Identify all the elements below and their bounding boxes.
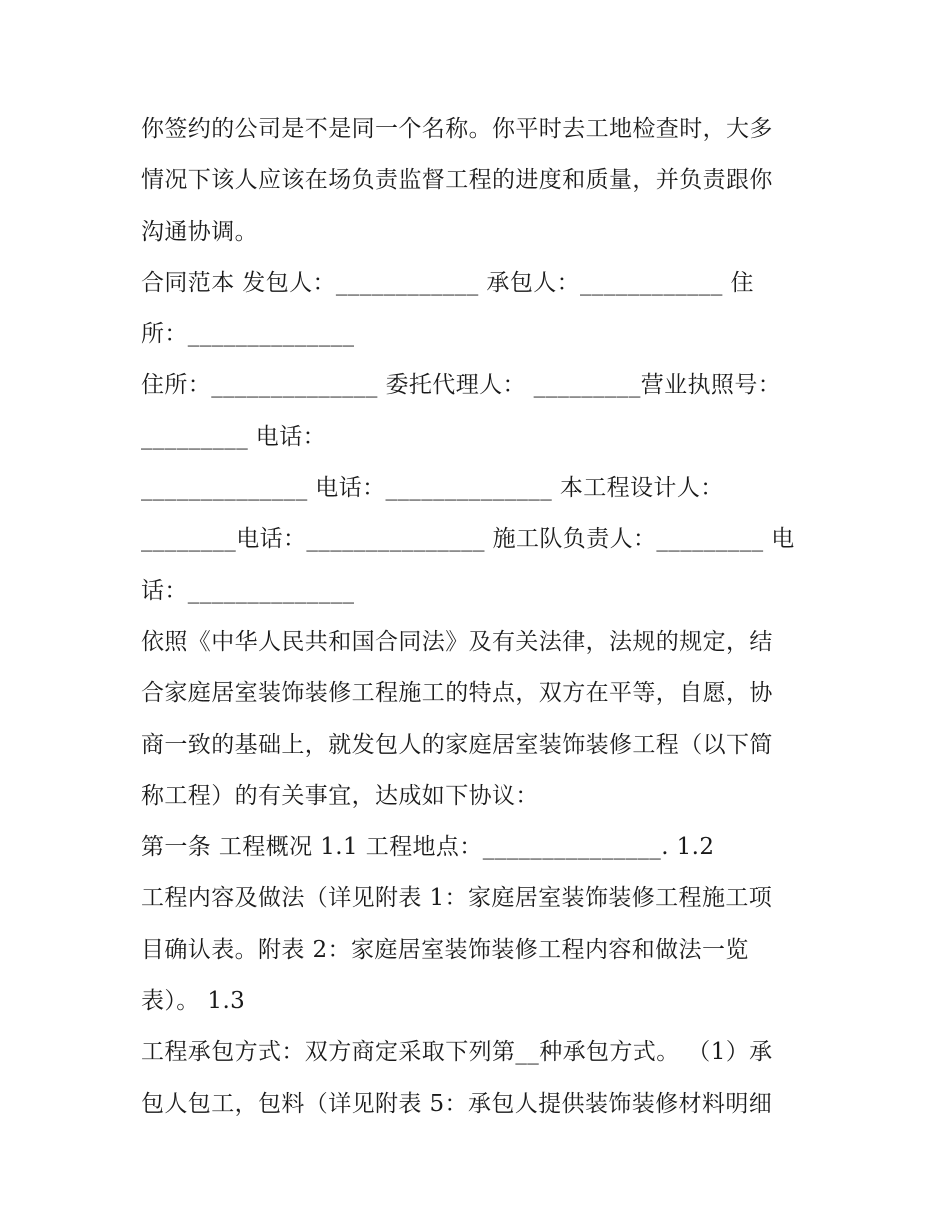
- text-line: 称工程）的有关事宜，达成如下协议：: [141, 782, 539, 809]
- text-line: 依照《中华人民共和国合同法》及有关法律，法规的规定，结: [141, 628, 773, 655]
- text-line: 住所：______________ 委托代理人： _________营业执照号：: [141, 372, 782, 399]
- text-line: 第一条 工程概况 1.1 工程地点：_______________. 1.2: [141, 834, 715, 861]
- contract-text-body: [141, 104, 821, 1130]
- text-line: 合家庭居室装饰装修工程施工的特点，双方在平等，自愿，协: [141, 680, 773, 707]
- text-line: 所：______________: [141, 321, 355, 348]
- text-line: 目确认表。附表 2：家庭居室装饰装修工程内容和做法一览: [141, 936, 749, 963]
- text-line: 情况下该人应该在场负责监督工程的进度和质量，并负责跟你: [141, 167, 773, 194]
- text-line: 表）。 1.3: [141, 988, 246, 1015]
- text-line: 商一致的基础上，就发包人的家庭居室装饰装修工程（以下简: [141, 731, 773, 758]
- text-line: 沟通协调。: [141, 218, 258, 245]
- text-line: 工程内容及做法（详见附表 1：家庭居室装饰装修工程施工项: [141, 885, 773, 912]
- text-line: ______________ 电话：______________ 本工程设计人：: [141, 475, 724, 502]
- text-line: 话：______________: [141, 577, 355, 604]
- text-line: _________ 电话：: [141, 423, 327, 450]
- text-line: 合同范本 发包人：____________ 承包人：____________ 住: [141, 269, 754, 296]
- text-line: 包人包工，包料（详见附表 5：承包人提供装饰装修材料明细: [141, 1090, 773, 1117]
- text-line: 工程承包方式：双方商定采取下列第__种承包方式。 （1）承: [141, 1039, 773, 1066]
- text-line: 你签约的公司是不是同一个名称。你平时去工地检查时，大多: [141, 116, 773, 142]
- text-line: ________电话：_______________ 施工队负责人：_________ 电: [141, 526, 795, 553]
